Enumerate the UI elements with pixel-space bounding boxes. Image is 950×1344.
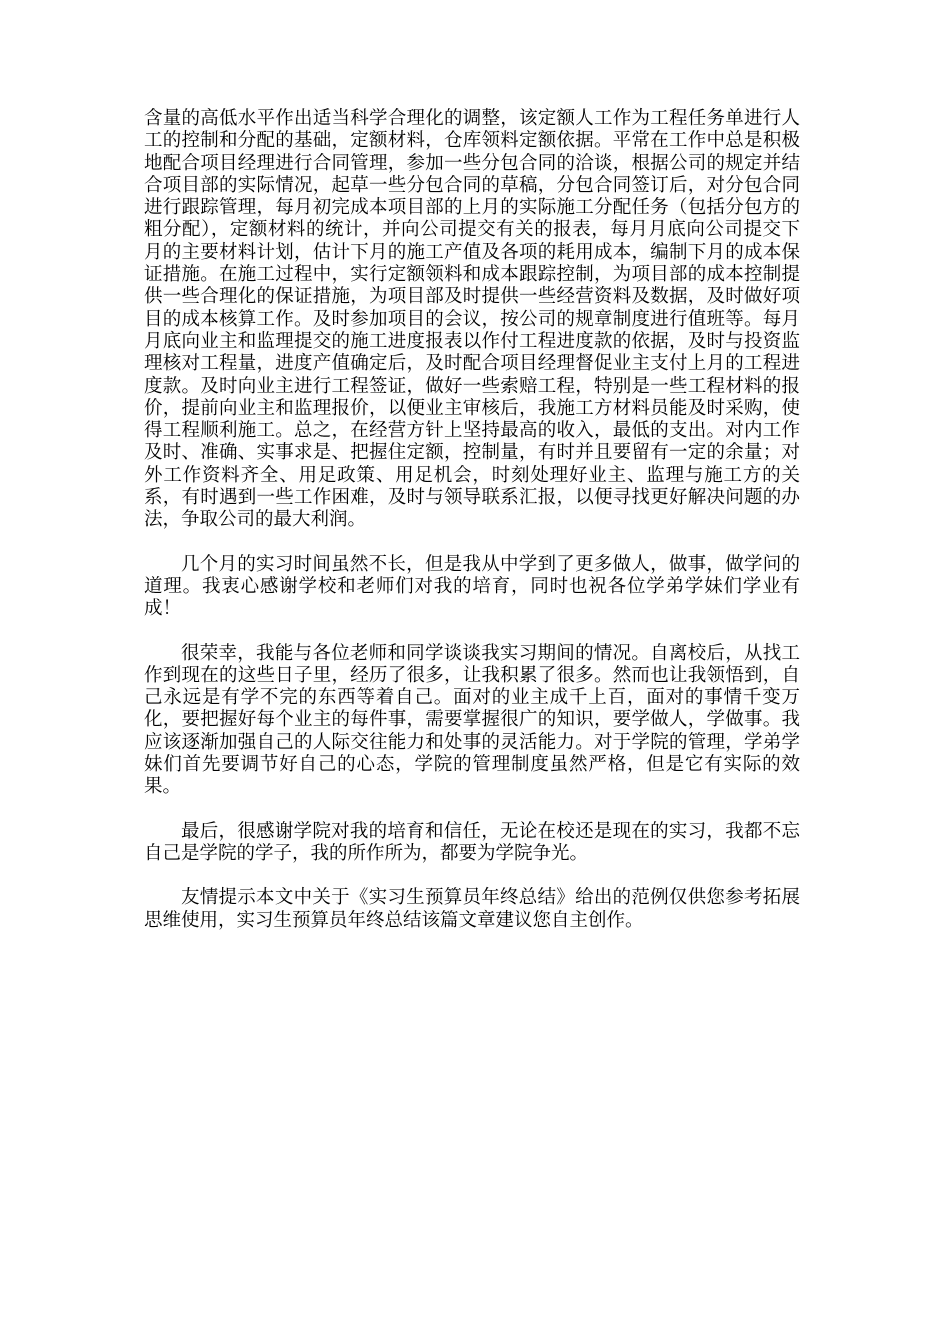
paragraph-internship-gratitude: 几个月的实习时间虽然不长，但是我从中学到了更多做人，做事，做学问的道理。我衷心感谢学校和老师们对我的培育，同时也祝各位学弟学妹们学业有成！: [144, 553, 800, 620]
paragraph-budget-duties: 含量的高低水平作出适当科学合理化的调整，该定额人工作为工程任务单进行人工的控制和分配的基础，定额材料，仓库领料定额依据。平常在工作中总是积极地配合项目经理进行合同管理，参加一些分包合同的洽谈，根据公司的规定并结合项目部的实际情况，起草一些分包合同的草稿，分包合同签订后，对分包合同进行跟踪管理，每月初完成本项目部的上月的实际施工分配任务（包括分包方的粗分配），定额材料的统计，并向公司提交有关的报表，每月月底向公司提交下月的主要材料计划，估计下月的施工产值及各项的耗用成本，编制下月的成本保证措施。在施工过程中，实行定额领料和成本跟踪控制，为项目部的成本控制提供一些合理化的保证措施，为项目部及时提供一些经营资料及数据，及时做好项目的成本核算工作。及时参加项目的会议，按公司的规章制度进行值班等。每月月底向业主和监理提交的施工进度报表以作付工程进度款的依据，及时与投资监理核对工程量，进度产值确定后，及时配合项目经理督促业主支付上月的工程进度款。及时向业主进行工程签证，做好一些索赔工程，特别是一些工程材料的报价，提前向业主和监理报价，以便业主审核后，我施工方材料员能及时采购，使得工程顺利施工。总之，在经营方针上坚持最高的收入，最低的支出。对内工作及时、准确、实事求是、把握住定额，控制量，有时并且要留有一定的余量；对外工作资料齐全、用足政策、用足机会，时刻处理好业主、监理与施工方的关系，有时遇到一些工作困难，及时与领导联系汇报，以便寻找更好解决问题的办法，争取公司的最大利润。: [144, 108, 800, 531]
document-page: [144, 108, 800, 954]
paragraph-internship-experience: 很荣幸，我能与各位老师和同学谈谈我实习期间的情况。自离校后，从找工作到现在的这些日子里，经历了很多，让我积累了很多。然而也让我领悟到，自己永远是有学不完的东西等着自己。面对的业主成千上百，面对的事情千变万化，要把握好每个业主的每件事，需要掌握很广的知识，要学做人，学做事。我应该逐渐加强自己的人际交往能力和处事的灵活能力。对于学院的管理，学弟学妹们首先要调节好自己的心态，学院的管理制度虽然严格，但是它有实际的效果。: [144, 642, 800, 798]
paragraph-friendly-notice: 友情提示本文中关于《实习生预算员年终总结》给出的范例仅供您参考拓展思维使用，实习生预算员年终总结该篇文章建议您自主创作。: [144, 887, 800, 931]
paragraph-closing-thanks: 最后，很感谢学院对我的培育和信任，无论在校还是现在的实习，我都不忘自己是学院的学子，我的所作所为，都要为学院争光。: [144, 820, 800, 864]
